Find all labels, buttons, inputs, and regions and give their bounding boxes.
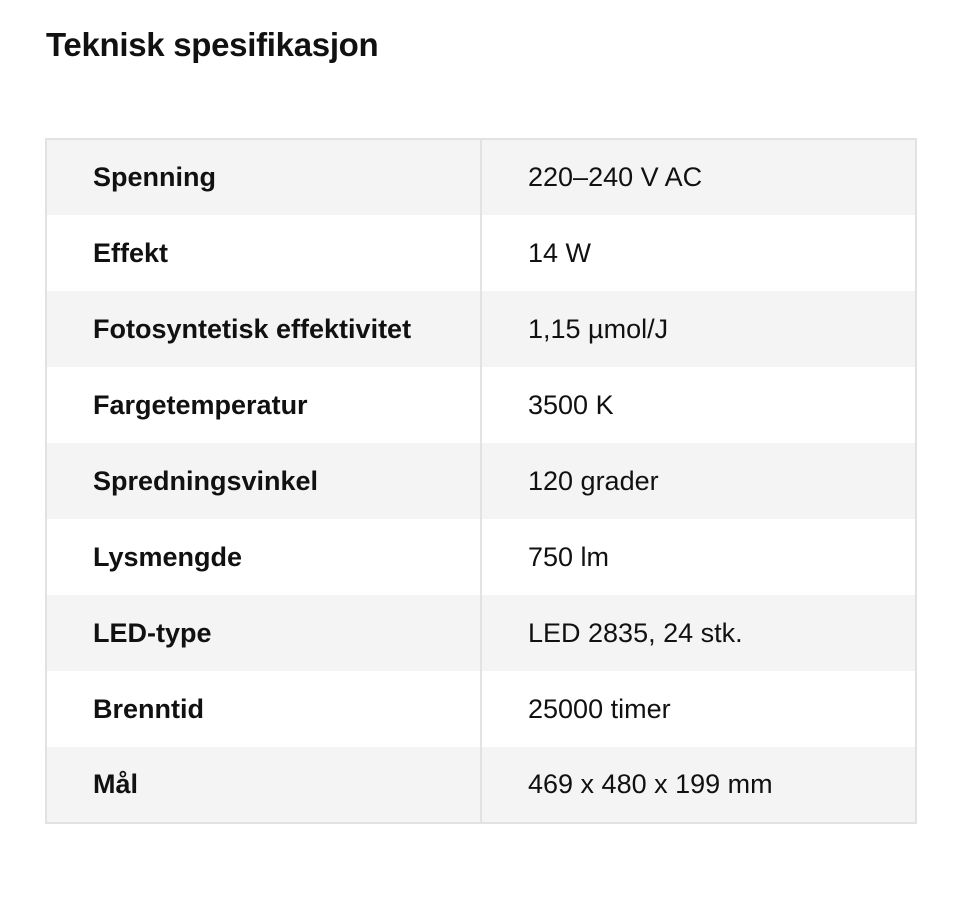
spec-value: 750 lm [481,519,916,595]
table-row [46,519,916,595]
table-row [46,671,916,747]
spec-label: Fargetemperatur [46,367,481,443]
spec-label: Fotosyntetisk effektivitet [46,291,481,367]
table-row [46,139,916,215]
spec-value: 120 grader [481,443,916,519]
spec-value: 469 x 480 x 199 mm [481,747,916,823]
spec-value: 25000 timer [481,671,916,747]
spec-label: Spenning [46,139,481,215]
spec-value: 220–240 V AC [481,139,916,215]
page-title: Teknisk spesifikasjon [46,26,379,63]
table-row [46,215,916,291]
spec-table [45,138,917,824]
spec-value: LED 2835, 24 stk. [481,595,916,671]
spec-label: Mål [46,747,481,823]
table-row [46,291,916,367]
spec-label: LED-type [46,595,481,671]
table-row [46,443,916,519]
table-row [46,747,916,823]
spec-value: 3500 K [481,367,916,443]
spec-label: Spredningsvinkel [46,443,481,519]
spec-label: Effekt [46,215,481,291]
table-row [46,595,916,671]
spec-label: Brenntid [46,671,481,747]
table-row [46,367,916,443]
spec-value: 1,15 µmol/J [481,291,916,367]
spec-value: 14 W [481,215,916,291]
spec-label: Lysmengde [46,519,481,595]
